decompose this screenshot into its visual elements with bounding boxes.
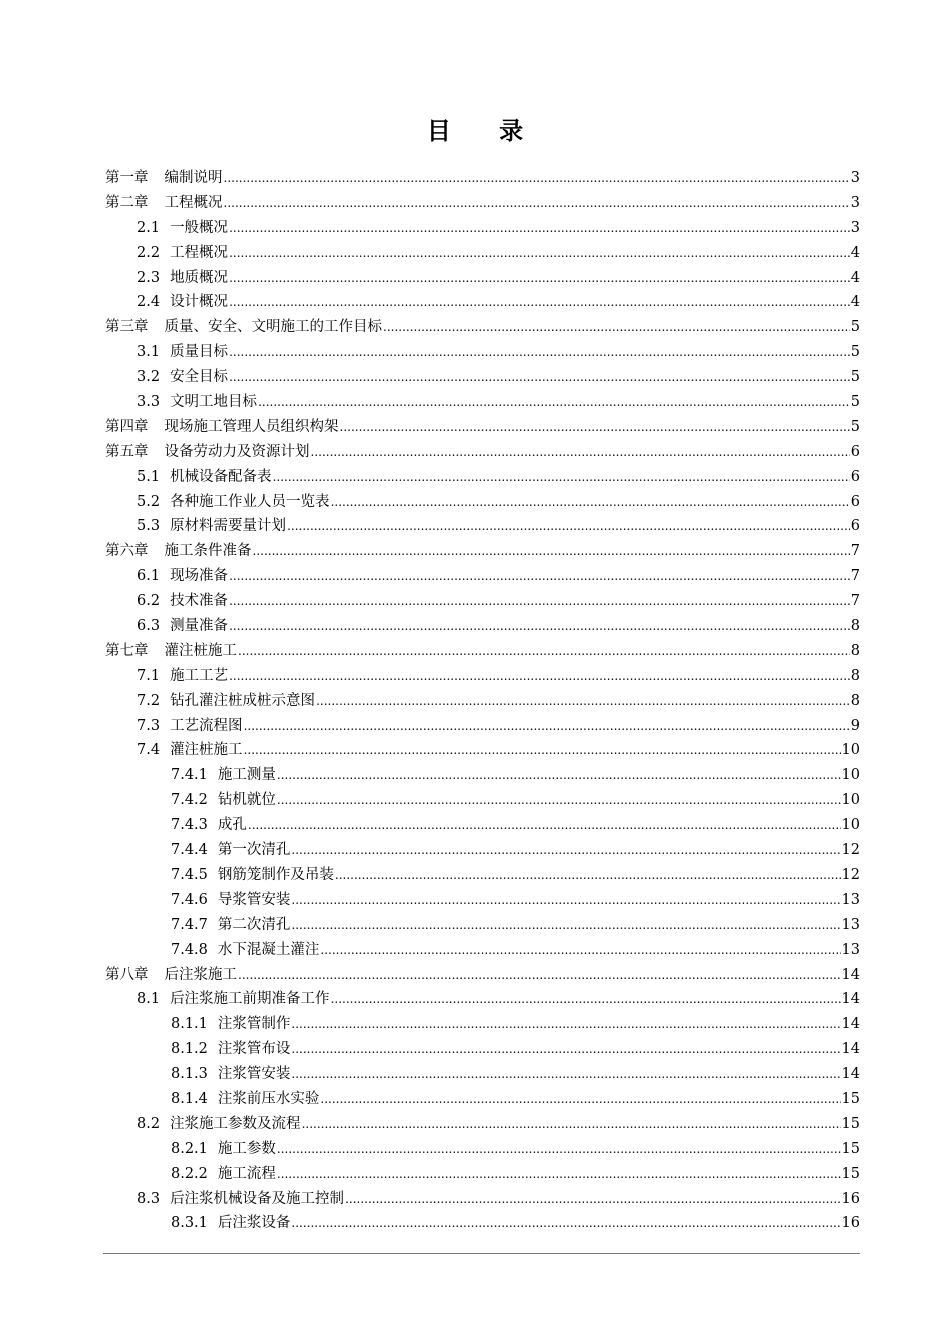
toc-entry-label: 编制说明 (164, 170, 223, 186)
toc-entry-page: 14 (841, 1066, 860, 1083)
toc-entry-number: 2.3 (137, 269, 161, 286)
toc-entry-label: 质量、安全、文明施工的工作目标 (164, 319, 382, 336)
toc-entry[interactable] (105, 788, 860, 813)
toc-dot-leader (277, 1137, 841, 1162)
toc-entry-number: 第二章 (105, 194, 149, 211)
toc-entry-page: 14 (841, 966, 860, 983)
toc-entry[interactable] (105, 1187, 860, 1212)
toc-entry-page: 14 (841, 1016, 860, 1033)
toc-entry-page: 4 (850, 294, 860, 311)
toc-entry-number: 8.1.4 (171, 1090, 208, 1107)
toc-dot-leader (291, 888, 840, 913)
toc-dot-leader (238, 963, 841, 988)
toc-entry-label: 技术准备 (170, 593, 229, 610)
toc-dot-leader (316, 689, 850, 714)
toc-entry-number: 2.1 (137, 219, 161, 236)
toc-entry-label: 测量准备 (170, 618, 229, 635)
toc-entry-page: 3 (850, 170, 860, 186)
toc-entry-page: 5 (850, 369, 860, 386)
toc-entry[interactable] (105, 514, 860, 539)
toc-entry-label: 钢筋笼制作及吊装 (217, 866, 334, 883)
toc-dot-leader (345, 1187, 840, 1212)
toc-entry[interactable] (105, 863, 860, 888)
toc-entry[interactable] (105, 813, 860, 838)
toc-entry[interactable] (105, 1162, 860, 1187)
toc-dot-leader (229, 614, 850, 639)
toc-entry-page: 4 (850, 244, 860, 261)
toc-entry-number: 8.2.1 (171, 1140, 208, 1157)
toc-entry-page: 5 (850, 319, 860, 336)
toc-entry-label: 工艺流程图 (170, 717, 243, 734)
toc-entry-number: 第一章 (105, 170, 149, 186)
toc-dot-leader (229, 365, 850, 390)
toc-entry-number: 7.4.7 (171, 916, 208, 933)
toc-entry-number: 7.4.4 (171, 842, 208, 859)
toc-entry[interactable] (105, 888, 860, 913)
toc-entry-label: 现场施工管理人员组织构架 (164, 418, 339, 435)
toc-entry[interactable] (105, 1137, 860, 1162)
toc-entry-label: 工程概况 (170, 244, 229, 261)
toc-dot-leader (331, 987, 841, 1012)
toc-entry-page: 4 (850, 269, 860, 286)
toc-entry[interactable] (105, 987, 860, 1012)
toc-entry-label: 工程概况 (164, 194, 223, 211)
toc-entry-page: 16 (841, 1215, 860, 1232)
table-of-contents (105, 166, 860, 1236)
toc-entry-page: 15 (841, 1090, 860, 1107)
toc-entry-label: 钻孔灌注桩成桩示意图 (170, 692, 316, 709)
toc-entry-page: 3 (850, 194, 860, 211)
toc-dot-leader (277, 788, 841, 813)
toc-entry[interactable] (105, 290, 860, 315)
toc-entry-label: 水下混凝土灌注 (217, 941, 320, 958)
toc-entry[interactable] (105, 415, 860, 440)
toc-entry-number: 3.3 (137, 394, 161, 411)
toc-entry-label: 注浆前压水实验 (217, 1090, 320, 1107)
toc-entry-label: 设计概况 (170, 294, 229, 311)
toc-entry[interactable] (105, 1112, 860, 1137)
toc-entry[interactable] (105, 440, 860, 465)
toc-entry[interactable] (105, 539, 860, 564)
toc-entry-label: 后注浆施工前期准备工作 (170, 991, 330, 1008)
toc-dot-leader (253, 539, 850, 564)
toc-dot-leader (229, 216, 850, 241)
toc-entry-label: 灌注桩施工 (170, 742, 243, 759)
toc-dot-leader (273, 465, 850, 490)
toc-entry-label: 第二次清孔 (217, 916, 291, 933)
toc-entry-number: 6.2 (137, 593, 161, 610)
toc-entry-number: 8.2.2 (171, 1165, 208, 1182)
toc-dot-leader (311, 440, 850, 465)
toc-entry-label: 导浆管安装 (217, 891, 291, 908)
toc-entry-page: 10 (841, 767, 860, 784)
toc-entry-page: 15 (841, 1165, 860, 1182)
toc-dot-leader (229, 290, 850, 315)
toc-entry-number: 6.3 (137, 618, 161, 635)
toc-entry-number: 8.2 (137, 1115, 161, 1132)
toc-dot-leader (277, 763, 841, 788)
toc-entry-page: 7 (850, 568, 860, 585)
toc-entry-label: 一般概况 (170, 219, 229, 236)
toc-entry-number: 7.2 (137, 692, 161, 709)
toc-dot-leader (320, 1087, 840, 1112)
toc-entry[interactable] (105, 763, 860, 788)
toc-entry-label: 施工条件准备 (164, 543, 252, 560)
toc-entry-label: 后注浆设备 (217, 1215, 291, 1232)
toc-entry-number: 7.4.5 (171, 866, 208, 883)
toc-entry-number: 第三章 (105, 319, 149, 336)
toc-dot-leader (320, 938, 840, 963)
toc-entry[interactable] (105, 1012, 860, 1037)
toc-entry-label: 地质概况 (170, 269, 229, 286)
toc-entry-page: 10 (841, 817, 860, 834)
page-title: 目 录 (426, 116, 544, 145)
toc-dot-leader (291, 1062, 840, 1087)
toc-entry-label: 灌注桩施工 (164, 642, 237, 659)
toc-entry-page: 5 (850, 394, 860, 411)
toc-dot-leader (238, 639, 850, 664)
toc-entry[interactable] (105, 664, 860, 689)
toc-entry-label: 成孔 (217, 817, 247, 834)
toc-entry-number: 7.4.3 (171, 817, 208, 834)
toc-entry-number: 第八章 (105, 966, 149, 983)
toc-entry-number: 第六章 (105, 543, 149, 560)
toc-entry[interactable] (105, 589, 860, 614)
toc-entry-page: 6 (850, 518, 860, 535)
toc-entry-page: 15 (841, 1115, 860, 1132)
toc-dot-leader (229, 664, 850, 689)
toc-entry[interactable] (105, 614, 860, 639)
toc-dot-leader (291, 1012, 840, 1037)
toc-entry-label: 注浆管布设 (217, 1041, 291, 1058)
toc-dot-leader (291, 913, 840, 938)
toc-entry-label: 各种施工作业人员一览表 (170, 493, 330, 510)
toc-entry-page: 7 (850, 593, 860, 610)
toc-entry[interactable] (105, 315, 860, 340)
toc-entry-number: 8.3 (137, 1190, 161, 1207)
toc-entry-label: 施工流程 (217, 1165, 276, 1182)
toc-entry-number: 8.1.2 (171, 1041, 208, 1058)
toc-entry-label: 注浆管安装 (217, 1066, 291, 1083)
toc-entry-page: 3 (850, 219, 860, 236)
toc-dot-leader (224, 191, 850, 216)
toc-dot-leader (383, 315, 850, 340)
toc-entry-page: 13 (841, 941, 860, 958)
toc-entry-number: 第七章 (105, 642, 149, 659)
toc-entry-page: 14 (841, 1041, 860, 1058)
toc-entry[interactable] (105, 838, 860, 863)
toc-dot-leader (229, 564, 850, 589)
toc-entry[interactable] (105, 241, 860, 266)
toc-entry-label: 后注浆施工 (164, 966, 237, 983)
toc-entry-number: 7.4 (137, 742, 161, 759)
toc-entry[interactable] (105, 191, 860, 216)
toc-entry-label: 施工参数 (217, 1140, 276, 1157)
toc-entry[interactable] (105, 1087, 860, 1112)
toc-entry-number: 2.2 (137, 244, 161, 261)
toc-dot-leader (291, 838, 840, 863)
toc-entry-page: 13 (841, 891, 860, 908)
toc-entry-page: 15 (841, 1140, 860, 1157)
toc-dot-leader (244, 714, 850, 739)
toc-dot-leader (291, 1211, 840, 1236)
toc-entry-page: 6 (850, 493, 860, 510)
toc-entry-label: 安全目标 (170, 369, 229, 386)
toc-dot-leader (340, 415, 850, 440)
toc-dot-leader (224, 166, 850, 191)
toc-entry-number: 6.1 (137, 568, 161, 585)
toc-entry-label: 施工测量 (217, 767, 276, 784)
toc-entry-label: 施工工艺 (170, 667, 229, 684)
toc-dot-leader (229, 589, 850, 614)
toc-entry[interactable] (105, 564, 860, 589)
toc-entry-label: 机械设备配备表 (170, 468, 272, 485)
toc-entry-page: 14 (841, 991, 860, 1008)
toc-entry-number: 8.3.1 (171, 1215, 208, 1232)
toc-entry[interactable] (105, 714, 860, 739)
toc-entry-page: 6 (850, 468, 860, 485)
toc-dot-leader (291, 1037, 840, 1062)
toc-entry-page: 12 (841, 866, 860, 883)
toc-entry-label: 后注浆机械设备及施工控制 (170, 1190, 345, 1207)
toc-dot-leader (302, 1112, 841, 1137)
toc-entry-number: 5.1 (137, 468, 161, 485)
toc-entry[interactable] (105, 1211, 860, 1236)
toc-entry-page: 8 (850, 667, 860, 684)
toc-entry-page: 6 (850, 443, 860, 460)
toc-entry-number: 第五章 (105, 443, 149, 460)
toc-entry-page: 10 (841, 742, 860, 759)
toc-entry-label: 第一次清孔 (217, 842, 291, 859)
toc-entry-number: 7.4.8 (171, 941, 208, 958)
toc-entry-number: 7.1 (137, 667, 161, 684)
toc-entry-page: 5 (850, 344, 860, 361)
toc-entry-page: 8 (850, 618, 860, 635)
toc-entry-page: 5 (850, 418, 860, 435)
toc-entry[interactable] (105, 738, 860, 763)
toc-entry[interactable] (105, 689, 860, 714)
toc-entry-page: 8 (850, 642, 860, 659)
toc-entry-label: 质量目标 (170, 344, 229, 361)
toc-dot-leader (248, 813, 841, 838)
toc-entry-page: 7 (850, 543, 860, 560)
toc-dot-leader (229, 340, 850, 365)
toc-entry-label: 注浆施工参数及流程 (170, 1115, 301, 1132)
toc-dot-leader (335, 863, 841, 888)
toc-entry[interactable] (105, 1037, 860, 1062)
toc-entry-page: 16 (841, 1190, 860, 1207)
toc-entry-number: 3.1 (137, 344, 161, 361)
toc-entry-label: 原材料需要量计划 (170, 518, 287, 535)
toc-entry[interactable] (105, 365, 860, 390)
toc-entry-number: 5.3 (137, 518, 161, 535)
toc-entry-number: 7.4.6 (171, 891, 208, 908)
toc-dot-leader (287, 514, 850, 539)
toc-entry-number: 3.2 (137, 369, 161, 386)
toc-entry-label: 注浆管制作 (217, 1016, 291, 1033)
toc-entry-page: 13 (841, 916, 860, 933)
toc-entry[interactable] (105, 266, 860, 291)
toc-entry-number: 8.1.1 (171, 1016, 208, 1033)
toc-entry[interactable] (105, 166, 860, 191)
toc-entry[interactable] (105, 465, 860, 490)
toc-entry-page: 9 (850, 717, 860, 734)
toc-dot-leader (229, 266, 850, 291)
toc-entry-label: 钻机就位 (217, 792, 276, 809)
toc-dot-leader (244, 738, 841, 763)
toc-entry-number: 7.3 (137, 717, 161, 734)
toc-entry[interactable] (105, 1062, 860, 1087)
toc-dot-leader (258, 390, 850, 415)
toc-entry-number: 8.1 (137, 991, 161, 1008)
toc-entry[interactable] (105, 913, 860, 938)
toc-entry[interactable] (105, 390, 860, 415)
toc-entry[interactable] (105, 639, 860, 664)
toc-dot-leader (229, 241, 850, 266)
toc-entry-page: 12 (841, 842, 860, 859)
toc-entry[interactable] (105, 490, 860, 515)
toc-entry-number: 8.1.3 (171, 1066, 208, 1083)
toc-entry-number: 7.4.1 (171, 767, 208, 784)
toc-dot-leader (331, 490, 850, 515)
footer-divider (103, 1253, 860, 1254)
toc-entry-page: 10 (841, 792, 860, 809)
toc-entry-page: 8 (850, 692, 860, 709)
toc-entry-number: 第四章 (105, 418, 149, 435)
toc-entry-label: 设备劳动力及资源计划 (164, 443, 310, 460)
toc-entry[interactable] (105, 340, 860, 365)
toc-dot-leader (277, 1162, 841, 1187)
toc-entry[interactable] (105, 216, 860, 241)
toc-entry-label: 现场准备 (170, 568, 229, 585)
toc-entry-number: 5.2 (137, 493, 161, 510)
toc-entry-number: 7.4.2 (171, 792, 208, 809)
toc-entry[interactable] (105, 938, 860, 963)
toc-entry[interactable] (105, 963, 860, 988)
toc-entry-label: 文明工地目标 (170, 394, 258, 411)
toc-entry-number: 2.4 (137, 294, 161, 311)
